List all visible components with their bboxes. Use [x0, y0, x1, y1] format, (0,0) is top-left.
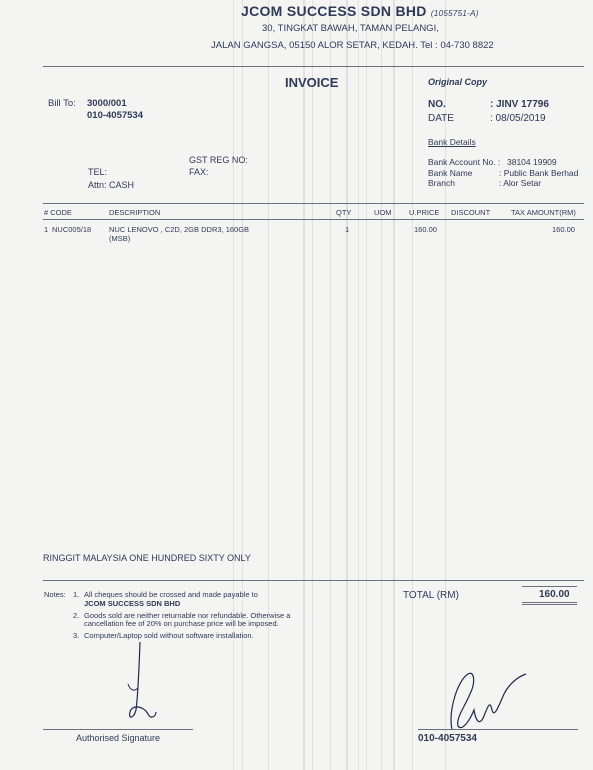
row-qty: 1	[345, 225, 350, 234]
col-uom: UOM	[374, 208, 392, 217]
invoice-no-label: NO.	[428, 99, 446, 110]
total-label: TOTAL (RM)	[403, 590, 459, 601]
invoice-no-value: : JINV 17796	[490, 99, 549, 110]
authorised-signature-line	[43, 729, 193, 730]
bank-branch-label: Branch	[428, 178, 455, 188]
note-3-line1: Computer/Laptop sold without software installation.	[84, 631, 254, 640]
table-header-rule	[43, 219, 584, 220]
table-top-rule	[43, 203, 584, 204]
tel-label: TEL:	[88, 167, 108, 177]
company-reg-no: (1055751-A)	[430, 9, 479, 18]
doc-title: INVOICE	[285, 75, 339, 90]
invoice-date-label: DATE	[428, 113, 454, 124]
company-name	[241, 3, 479, 19]
authorised-signature-mark	[118, 640, 168, 730]
company-address-line1: 30, TINGKAT BAWAH, TAMAN PELANGI,	[262, 23, 439, 34]
gst-label: GST REG NO:	[189, 155, 248, 165]
col-discount: DISCOUNT	[451, 208, 491, 217]
note-1-num: 1.	[73, 590, 80, 599]
row-amount: 160.00	[552, 225, 575, 234]
notes-label: Notes:	[44, 590, 66, 599]
note-3-num: 3.	[73, 631, 80, 640]
company-address-line2: JALAN GANGSA, 05150 ALOR SETAR, KEDAH. Tel : 04-730 8822	[211, 40, 494, 51]
attn-label: Attn: CASH	[88, 180, 135, 190]
customer-signature-line	[418, 729, 578, 730]
bill-to-phone: 010-4057534	[87, 110, 143, 121]
col-qty: QTY	[336, 208, 352, 217]
note-1-line2: JCOM SUCCESS SDN BHD	[84, 599, 181, 608]
col-tax-amount: TAX AMOUNT(RM)	[511, 208, 576, 217]
total-underline-1	[522, 602, 577, 603]
bank-name-label: Bank Name	[428, 168, 473, 178]
note-1-line1: All cheques should be crossed and made payable to	[84, 590, 258, 599]
col-uprice: U.PRICE	[409, 208, 440, 217]
footer-top-rule	[43, 580, 584, 581]
amount-in-words: RINGGIT MALAYSIA ONE HUNDRED SIXTY ONLY	[43, 553, 251, 563]
invoice-date-value: : 08/05/2019	[490, 113, 546, 124]
total-overline	[522, 586, 577, 587]
bank-heading: Bank Details	[428, 137, 476, 147]
row-desc-line1: NUC LENOVO , C2D, 2GB DDR3, 160GB	[109, 225, 250, 234]
note-2-line1: Goods sold are neither returnable nor refundable. Otherwise a	[84, 611, 291, 620]
header-divider	[43, 66, 584, 67]
company-name-text: JCOM SUCCESS SDN BHD	[241, 3, 427, 19]
row-no: 1	[44, 225, 49, 234]
row-code: NUC005/18	[52, 225, 92, 234]
bank-name-value: : Public Bank Berhad	[499, 168, 579, 178]
note-2-line2: cancellation fee of 20% on purchase price will be imposed.	[84, 619, 279, 628]
customer-phone: 010-4057534	[418, 733, 477, 744]
bank-branch-value: : Alor Setar	[499, 178, 542, 188]
col-description: DESCRIPTION	[109, 208, 161, 217]
col-no-code: # CODE	[44, 208, 72, 217]
bank-account-value: 38104 19909	[507, 157, 557, 167]
row-desc-line2: (MSB)	[109, 234, 131, 243]
fax-label: FAX:	[189, 167, 209, 177]
bill-to-label: Bill To:	[48, 98, 76, 109]
total-underline-2	[522, 604, 577, 605]
bank-account-label: Bank Account No. :	[428, 157, 501, 167]
row-uprice: 160.00	[414, 225, 437, 234]
customer-signature-mark	[444, 660, 534, 735]
bill-to-account: 3000/001	[87, 98, 127, 109]
total-value: 160.00	[539, 589, 570, 600]
authorised-signature-label: Authorised Signature	[76, 733, 161, 743]
note-2-num: 2.	[73, 611, 80, 620]
copy-label: Original Copy	[428, 77, 488, 87]
